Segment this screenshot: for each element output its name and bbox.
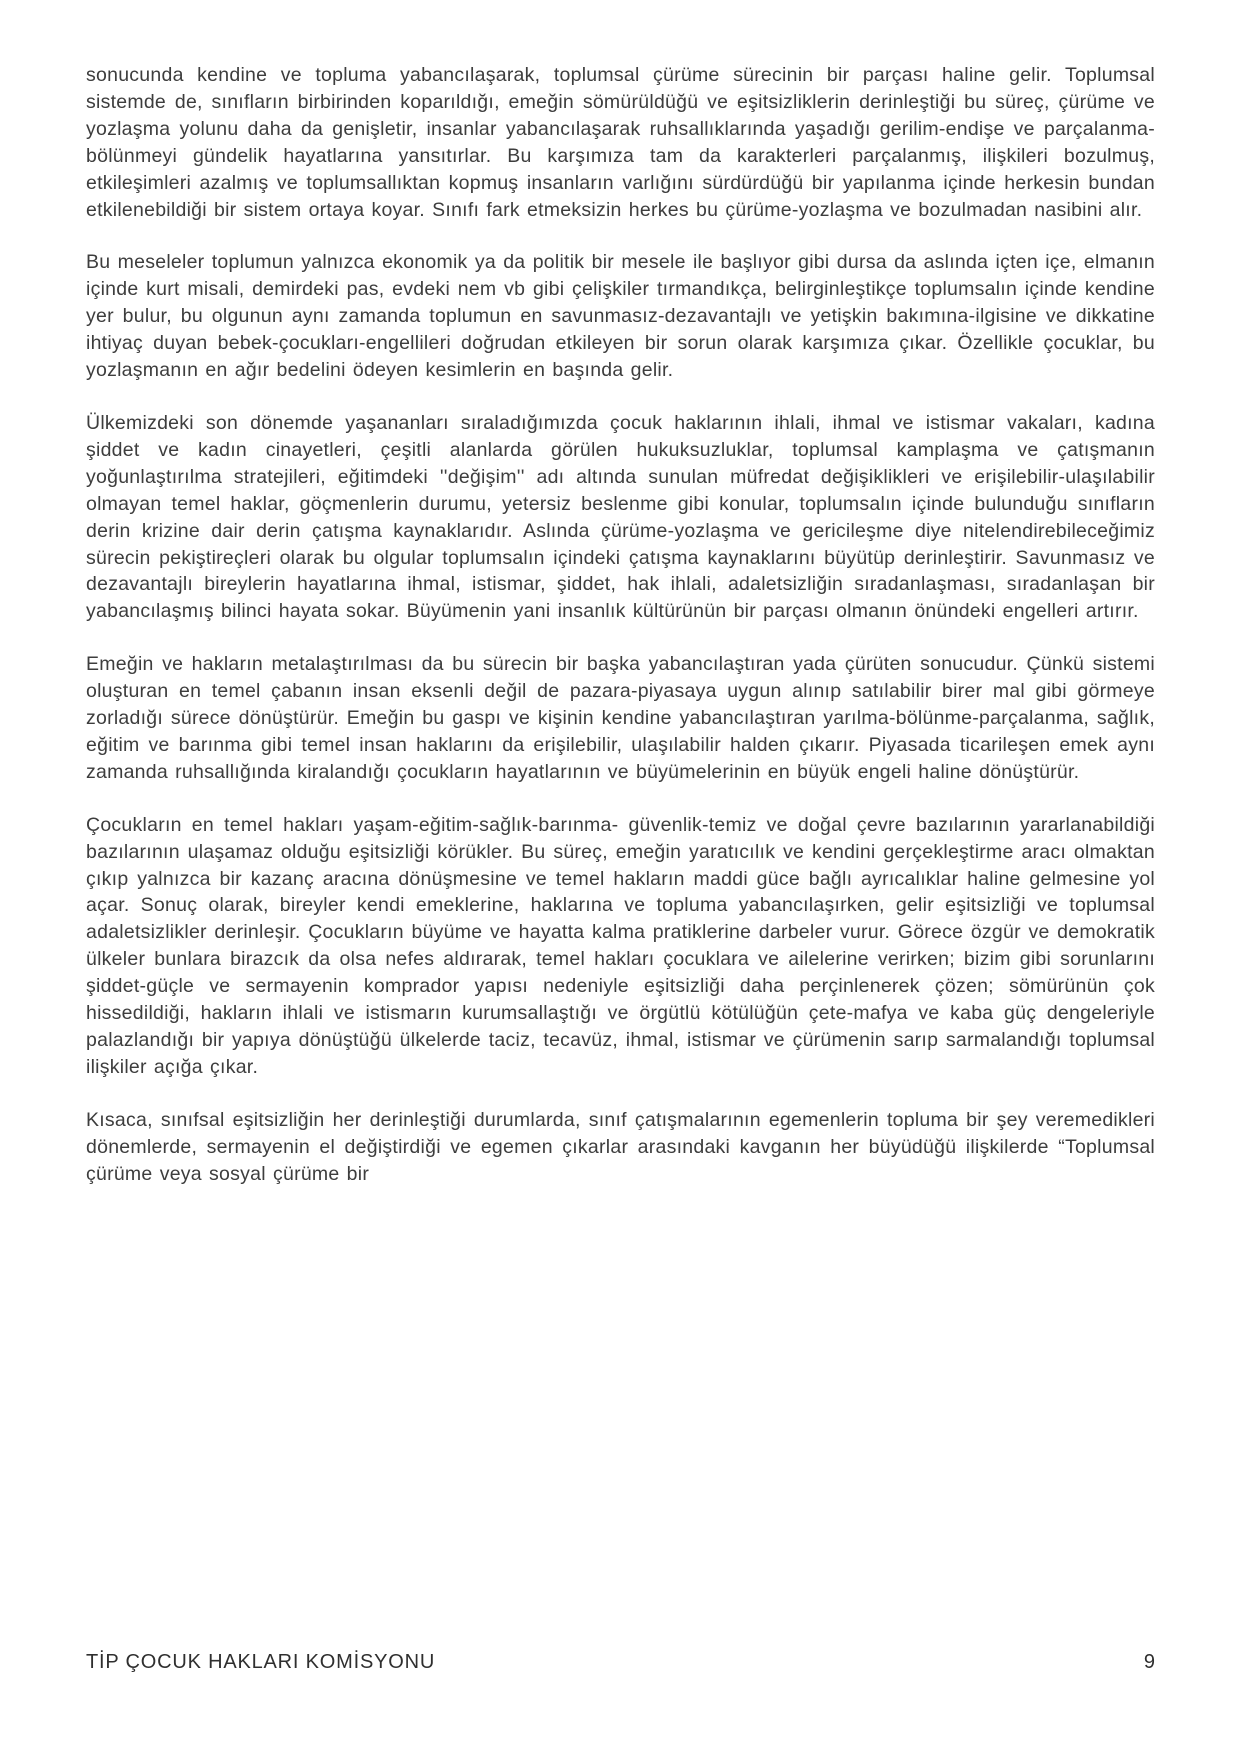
paragraph: Emeğin ve hakların metalaştırılması da bu sürecin bir başka yabancılaştıran yada çürüten sonucudur. Çünkü sistemi oluşturan en temel çabanın insan eksenli değil de pazara-piyasaya uygun alınıp satılabilir birer mal gibi görmeye zorladığı sürece dönüştürür. Emeğin bu gaspı ve kişinin kendine yabancılaştıran yarılma-bölünme-parçalanma, sağlık, eğitim ve barınma gibi temel insan haklarını da erişilebilir, ulaşılabilir halden çıkarır. Piyasada ticarileşen emek aynı zamanda ruhsallığında kiralandığı çocukların hayatlarının ve büyümelerinin en büyük engeli haline dönüştürür. <box>86 653 1155 783</box>
paragraph: Bu meseleler toplumun yalnızca ekonomik ya da politik bir mesele ile başlıyor gibi dursa da aslında içten içe, elmanın içinde kurt misali, demirdeki pas, evdeki nem vb gibi çelişkiler tırmandıkça, belirginleştikçe toplumsalın içinde kendine yer bulur, bu olgunun aynı zamanda toplumun en savunmasız-dezavantajlı ve yetişkin bakımına-ilgisine ve dikkatine ihtiyaç duyan bebek-çocukları-engellileri doğrudan etkileyen bir sorun olarak karşımıza çıkar. Özellikle çocuklar, bu yozlaşmanın en ağır bedelini ödeyen kesimlerin en başında gelir. <box>86 251 1155 382</box>
page-footer <box>86 1651 1155 1674</box>
page-content <box>86 62 1155 1188</box>
paragraph: Çocukların en temel hakları yaşam-eğitim-sağlık-barınma- güvenlik-temiz ve doğal çevre bazılarının yararlanabildiği bazılarının ulaşamaz olduğu eşitsizliği körükler. Bu süreç, emeğin yaratıcılık ve kendini gerçekleştirme aracı olmaktan çıkıp yalnızca bir kazanç aracına dönüşmesine ve temel hakların maddi güce bağlı ayrıcalıklar haline gelmesine yol açar. Sonuç olarak, bireyler kendi emeklerine, haklarına ve topluma yabancılaşırken, gelir eşitsizliği ve toplumsal adaletsizlikler derinleşir. Çocukların büyüme ve hayatta kalma pratiklerine darbeler vurur. Görece özgür ve demokratik ülkeler bunlara birazcık da olsa nefes aldırarak, temel hakları çocuklara ve ailelerine verirken; bizim gibi sorunlarını şiddet-güçle ve sermayenin komprador yapısı nedeniyle eşitsizliği daha perçinlenerek çözen; sömürünün çok hissedildiği, hakların ihlali ve istismarın kurumsallaştığı ve örgütlü kötülüğün çete-mafya ve kaba güç dengeleriyle palazlandığı bir yapıya dönüştüğü ülkelerde taciz, tecavüz, ihmal, istismar ve çürümenin sarıp sarmalandığı toplumsal ilişkiler açığa çıkar. <box>86 813 1155 1078</box>
paragraph: Ülkemizdeki son dönemde yaşananları sıraladığımızda çocuk haklarının ihlali, ihmal ve istismar vakaları, kadına şiddet ve kadın cinayetleri, çeşitli alanlarda görülen hukuksuzluklar, toplumsal kamplaşma ve çatışmanın yoğunlaştırılma stratejileri, eğitimdeki ''değişim'' adı altında sunulan müfredat değişiklikleri ve erişilebilir-ulaşılabilir olmayan temel haklar, göçmenlerin durumu, yetersiz beslenme gibi konular, toplumsalın içinde bulunduğu sınıfların derin krizine dair derin çatışma kaynaklarıdır. Aslında çürüme-yozlaşma ve gericileşme diye nitelendirebileceğimiz sürecin pekiştireçleri olarak bu olgular toplumsalın içindeki çatışma kaynaklarını büyütüp derinleştirir. Savunmasız ve dezavantajlı bireylerin hayatlarına ihmal, istismar, şiddet, hak ihlali, adaletsizliğin sıradanlaşması, sıradanlaşan bir yabancılaşmış bilinci hayata sokar. Büyümenin yani insanlık kültürünün bir parçası olmanın önündeki engelleri artırır. <box>86 411 1155 623</box>
footer-title: TİP ÇOCUK HAKLARI KOMİSYONU <box>86 1651 436 1673</box>
paragraph: sonucunda kendine ve topluma yabancılaşarak, toplumsal çürüme sürecinin bir parçası haline gelir. Toplumsal sistemde de, sınıfların birbirinden koparıldığı, emeğin sömürüldüğü ve eşitsizliklerin derinleştiği bu süreç, çürüme ve yozlaşma yolunu daha da genişletir, insanlar yabancılaşarak ruhsallıklarında yaşadığı gerilim-endişe ve parçalanma-bölünmeyi gündelik hayatlarına yansıtırlar. Bu karşımıza tam da karakterleri parçalanmış, ilişkileri bozulmuş, etkileşimleri azalmış ve toplumsallıktan kopmuş insanların varlığını sürdürdüğü bir yapılanma içinde herkesin bundan etkilenebildiği bir sistem ortaya koyar. Sınıfı fark etmeksizin herkes bu çürüme-yozlaşma ve bozulmadan nasibini alır. <box>86 64 1155 221</box>
paragraph: Kısaca, sınıfsal eşitsizliğin her derinleştiği durumlarda, sınıf çatışmalarının egemenlerin topluma bir şey veremedikleri dönemlerde, sermayenin el değiştirdiği ve egemen çıkarlar arasındaki kavganın her büyüdüğü ilişkilerde “Toplumsal çürüme veya sosyal çürüme bir <box>86 1108 1155 1185</box>
page-number: 9 <box>1143 1651 1155 1673</box>
